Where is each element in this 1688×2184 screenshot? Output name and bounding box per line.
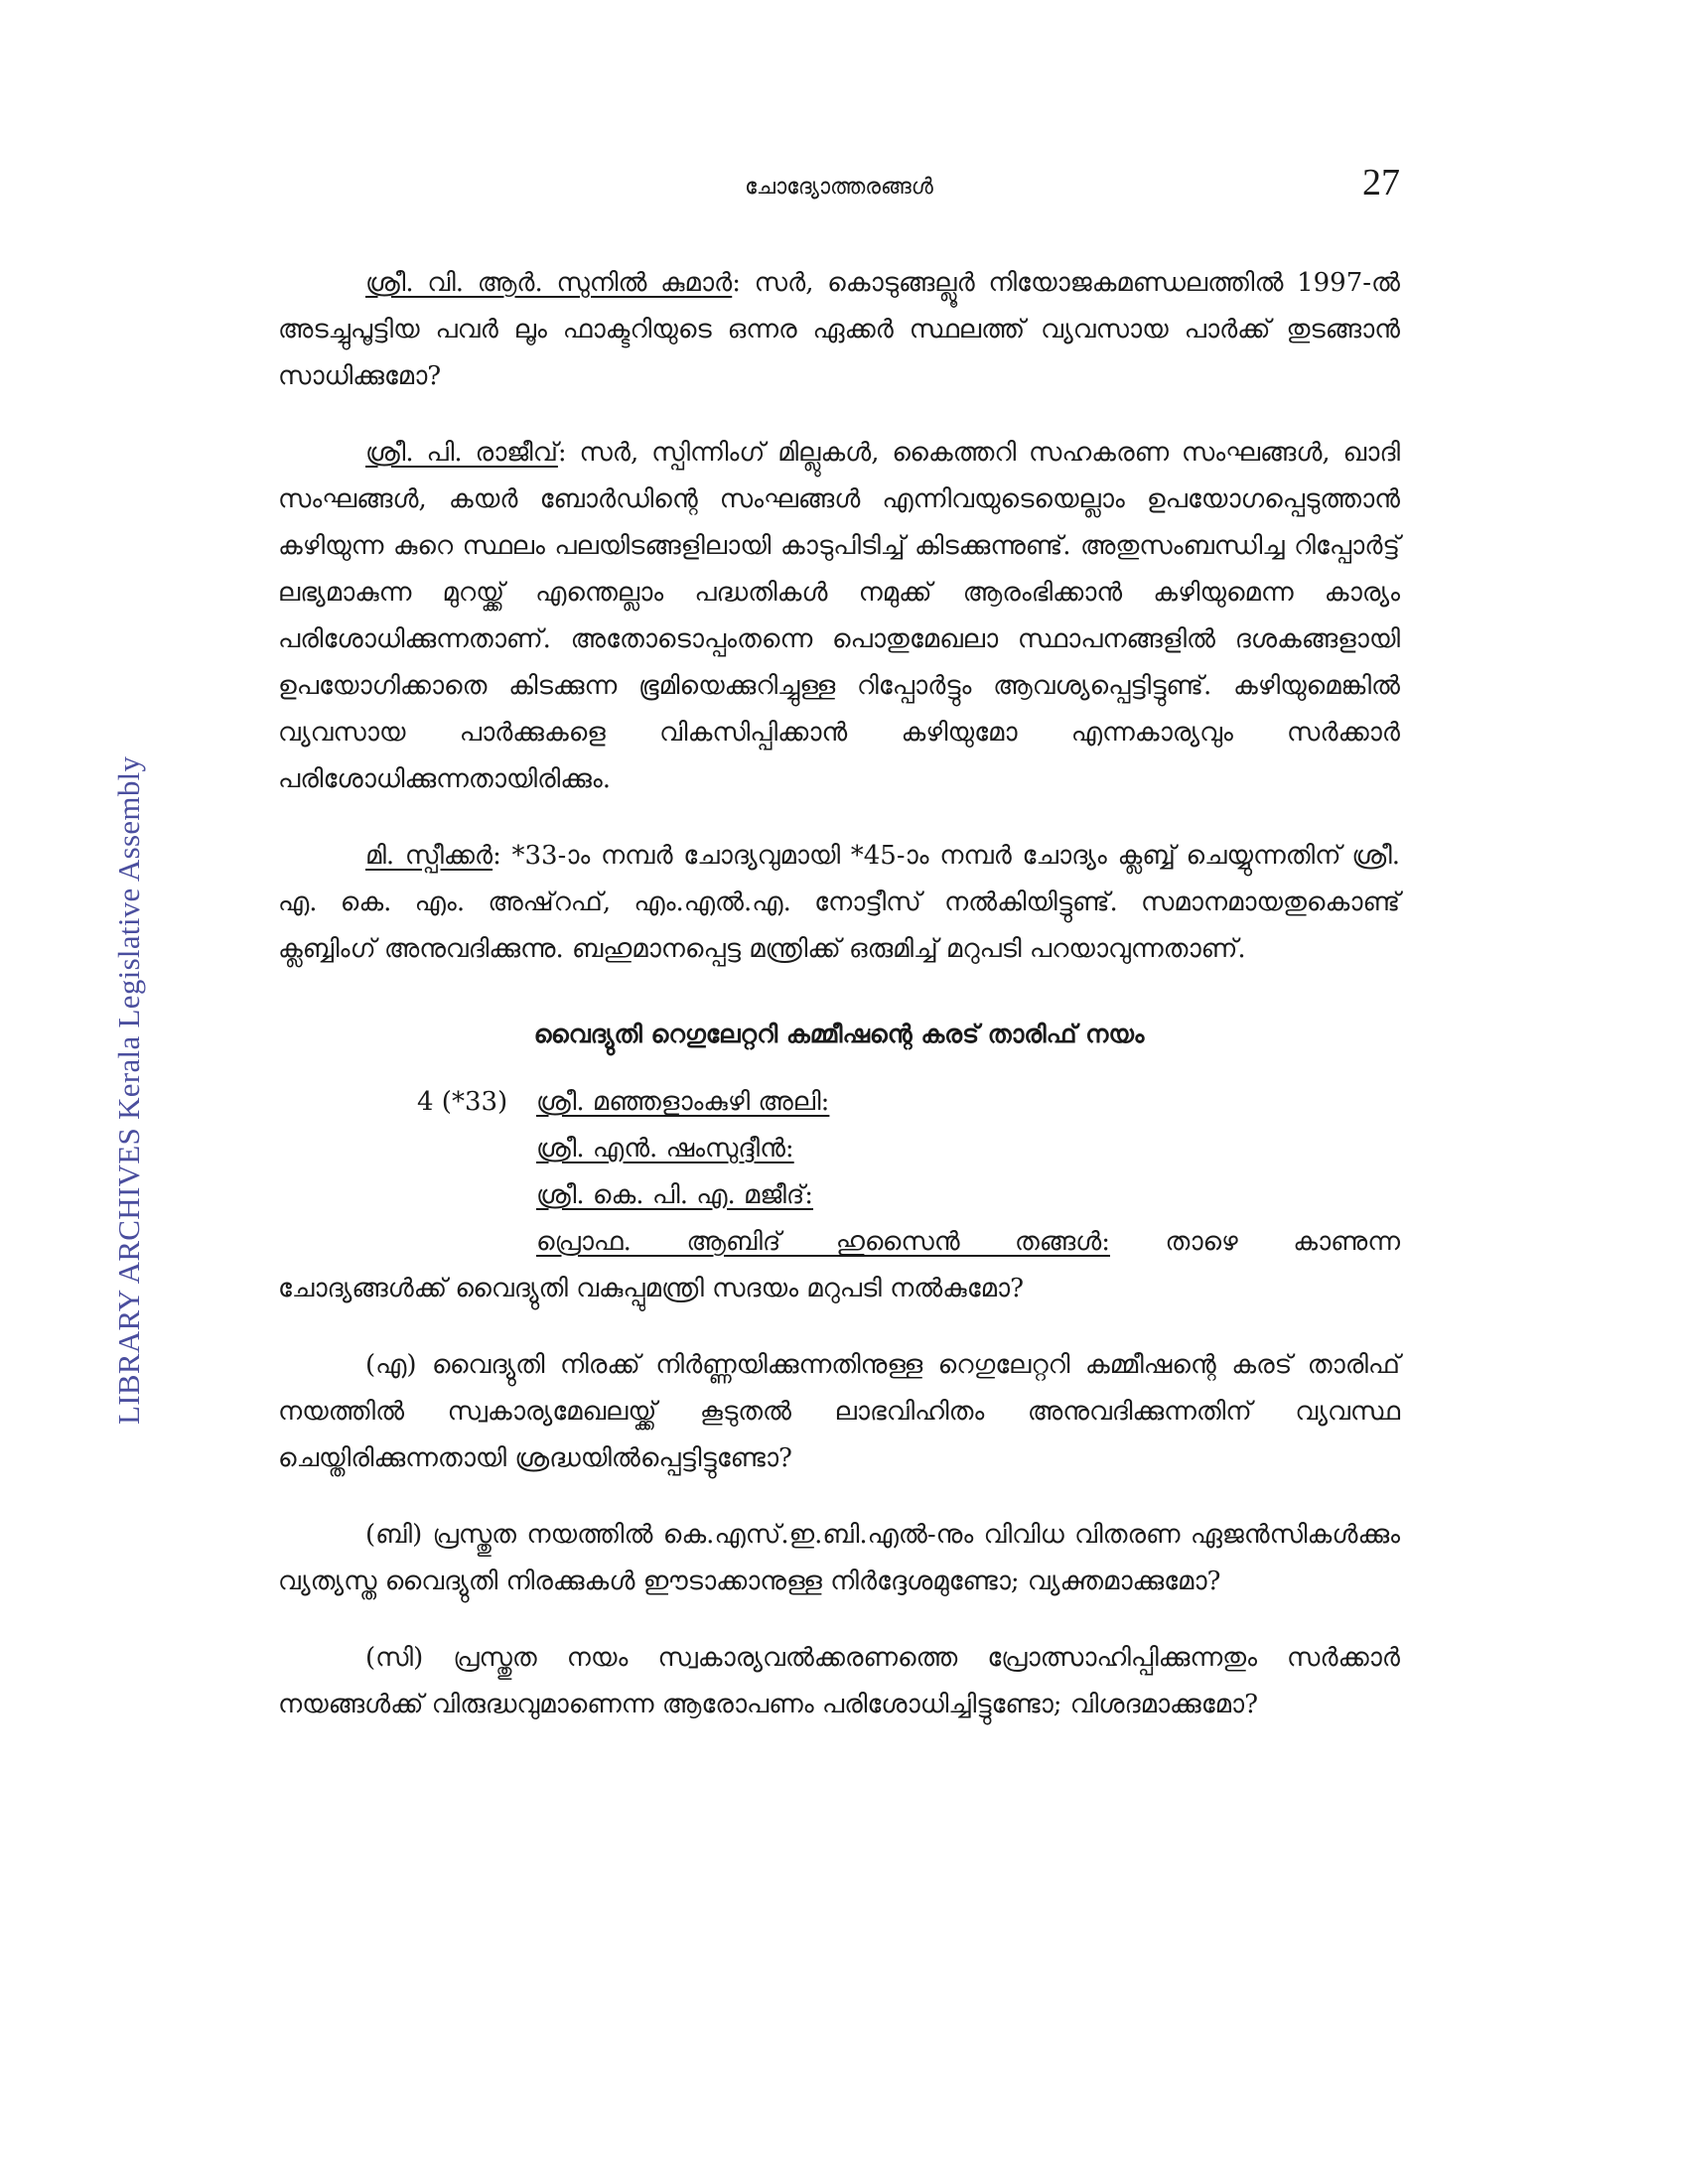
speaker-name: ശ്രീ. പി. രാജീവ്	[365, 438, 558, 468]
question-block	[278, 1079, 1400, 1312]
question-member-row	[278, 1079, 1400, 1126]
page-header	[278, 161, 1400, 220]
question-member-row-last	[278, 1219, 1400, 1266]
paragraph-text: : സർ, സ്പിന്നിംഗ് മില്ലുകൾ, കൈത്തറി സഹകരണ സംഘങ്ങൾ, ഖാദി സംഘങ്ങൾ, കയർ ബോർഡിന്റെ സംഘങ്ങൾ എന്നിവയുടെയെല്ലാം ഉപയോഗപ്പെടുത്താൻ കഴിയുന്ന കുറെ സ്ഥലം പലയിടങ്ങളിലായി കാടുപിടിച്ച് കിടക്കുന്നുണ്ട്. അതുസംബന്ധിച്ച റിപ്പോർട്ട് ലഭ്യമാകുന്ന മുറയ്ക്ക് എന്തെല്ലാം പദ്ധതികൾ നമുക്ക് ആരംഭിക്കാൻ കഴിയുമെന്ന കാര്യം പരിശോധിക്കുന്നതാണ്. അതോടൊപ്പംതന്നെ പൊതുമേഖലാ സ്ഥാപനങ്ങളിൽ ദശകങ്ങളായി ഉപയോഗിക്കാതെ കിടക്കുന്ന ഭൂമിയെക്കുറിച്ചുള്ള റിപ്പോർട്ടും ആവശ്യപ്പെട്ടിട്ടുണ്ട്. കഴിയുമെങ്കിൽ വ്യവസായ പാർക്കുകളെ വികസിപ്പിക്കാൻ കഴിയുമോ എന്നകാര്യവും സർക്കാർ പരിശോധിക്കുന്നതായിരിക്കും.	[278, 438, 1400, 794]
paragraph-sunil-kumar	[278, 260, 1400, 400]
sub-question-b: (ബി) പ്രസ്തുത നയത്തിൽ കെ.എസ്.ഇ.ബി.എൽ-നും വിവിധ വിതരണ ഏജൻസികൾക്കും വ്യത്യസ്ത വൈദ്യുതി നിരക്കുകൾ ഈടാക്കാനുള്ള നിർദ്ദേശമുണ്ടോ; വ്യക്തമാക്കുമോ?	[278, 1520, 1400, 1596]
sub-question-c: (സി) പ്രസ്തുത നയം സ്വകാര്യവൽക്കരണത്തെ പ്രോത്സാഹിപ്പിക്കുന്നതും സർക്കാർ നയങ്ങൾക്ക് വിരുദ്ധവുമാണെന്ന ആരോപണം പരിശോധിച്ചിട്ടുണ്ടോ; വിശദമാക്കുമോ?	[278, 1643, 1400, 1719]
question-member-row	[278, 1172, 1400, 1219]
question-member: പ്രൊഫ. ആബിദ് ഹുസൈൻ തങ്ങൾ:	[536, 1227, 1110, 1257]
speaker-name: ശ്രീ. വി. ആർ. സുനിൽ കുമാർ	[365, 268, 733, 298]
question-number: 4 (*33)	[417, 1087, 508, 1117]
archive-watermark: LIBRARY ARCHIVES Kerala Legislative Assembly	[111, 755, 146, 1425]
document-body	[278, 260, 1400, 1758]
speaker-name: മി. സ്പീക്കർ	[365, 841, 493, 871]
paragraph-text: : സർ, കൊടുങ്ങല്ലൂർ നിയോജകമണ്ഡലത്തിൽ 1997-ൽ അടച്ചുപൂട്ടിയ പവർ ലൂം ഫാക്ടറിയുടെ ഒന്നര ഏക്കർ സ്ഥലത്ത് വ്യവസായ പാർക്ക് തുടങ്ങാൻ സാധിക്കുമോ?	[278, 268, 1400, 391]
running-head: ചോദ്യോത്തരങ്ങൾ	[745, 175, 933, 200]
sub-question-a: (എ) വൈദ്യുതി നിരക്ക് നിർണ്ണയിക്കുന്നതിനുള്ള റെഗുലേറ്ററി കമ്മീഷന്റെ കരട് താരിഫ് നയത്തിൽ സ്വകാര്യമേഖലയ്ക്ക് കൂടുതൽ ലാഭവിഹിതം അനുവദിക്കുന്നതിന് വ്യവസ്ഥ ചെയ്തിരിക്കുന്നതായി ശ്രദ്ധയിൽപ്പെട്ടിട്ടുണ്ടോ?	[278, 1350, 1400, 1473]
paragraph-rajeev	[278, 430, 1400, 803]
question-member: ശ്രീ. എൻ. ഷംസുദ്ദീൻ:	[536, 1134, 794, 1163]
section-heading: വൈദ്യുതി റെഗുലേറ്ററി കമ്മീഷന്റെ കരട് താരിഫ് നയം	[533, 1020, 1145, 1048]
question-intro-continuation: ചോദ്യങ്ങൾക്ക് വൈദ്യുതി വകുപ്പുമന്ത്രി സദയം മറുപടി നൽകുമോ?	[278, 1274, 1025, 1303]
page-number: 27	[1362, 162, 1400, 204]
question-member: ശ്രീ. കെ. പി. എ. മജീദ്:	[536, 1180, 814, 1210]
question-intro-tail: താഴെ കാണുന്ന	[1165, 1227, 1401, 1257]
paragraph-text: : *33-ാം നമ്പർ ചോദ്യവുമായി *45-ാം നമ്പർ ചോദ്യം ക്ലബ്ബ് ചെയ്യുന്നതിന് ശ്രീ. എ. കെ. എം. അഷ്‌റഫ്, എം.എൽ.എ. നോട്ടീസ് നൽകിയിട്ടുണ്ട്. സമാനമായതുകൊണ്ട് ക്ലബ്ബിംഗ് അനുവദിക്കുന്നു. ബഹുമാനപ്പെട്ട മന്ത്രിക്ക് ഒരുമിച്ച് മറുപടി പറയാവുന്നതാണ്.	[278, 841, 1400, 964]
paragraph-speaker	[278, 833, 1400, 973]
question-member: ശ്രീ. മഞ്ഞളാംകുഴി അലി:	[536, 1087, 830, 1117]
question-member-row	[278, 1126, 1400, 1172]
